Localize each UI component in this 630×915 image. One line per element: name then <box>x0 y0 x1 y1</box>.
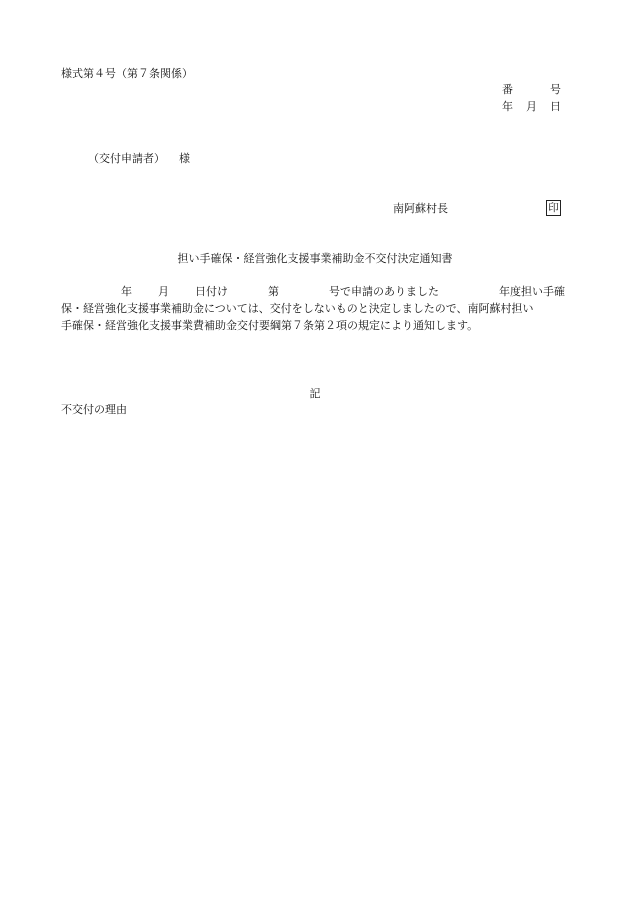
document-title: 担い手確保・経営強化支援事業補助金不交付決定通知書 <box>177 252 453 265</box>
reason-label: 不交付の理由 <box>61 403 127 416</box>
date-month-label: 月 <box>526 100 537 113</box>
seal-box: 印 <box>546 200 561 216</box>
body-fiscal-year: 年度担い手確 <box>499 285 565 298</box>
body-date-suffix: 日付け <box>195 285 228 298</box>
ki-heading: 記 <box>309 387 321 400</box>
recipient-honorific: 様 <box>179 152 190 165</box>
body-number-suffix: 号で申請のありました <box>329 285 439 298</box>
body-month-label: 月 <box>158 285 169 298</box>
recipient-name-placeholder: （交付申請者） <box>88 152 165 165</box>
notice-body <box>61 285 565 345</box>
body-line-1 <box>61 285 565 301</box>
date-day-label: 日 <box>550 100 561 113</box>
body-line-2: 保・経営強化支援事業補助金については、交付をしないものと決定しましたので、南阿蘇村担い <box>61 302 534 315</box>
body-year-label: 年 <box>121 285 132 298</box>
body-line-3: 手確保・経営強化支援事業費補助金交付要綱第７条第２項の規定により通知します。 <box>61 319 479 332</box>
issuer-name: 南阿蘇村長 <box>393 202 448 215</box>
document-number-suffix: 号 <box>550 83 561 96</box>
form-number: 様式第４号（第７条関係） <box>61 67 193 80</box>
document-number-label: 番 <box>502 83 513 96</box>
body-dai-label: 第 <box>268 285 279 298</box>
date-year-label: 年 <box>502 100 513 113</box>
